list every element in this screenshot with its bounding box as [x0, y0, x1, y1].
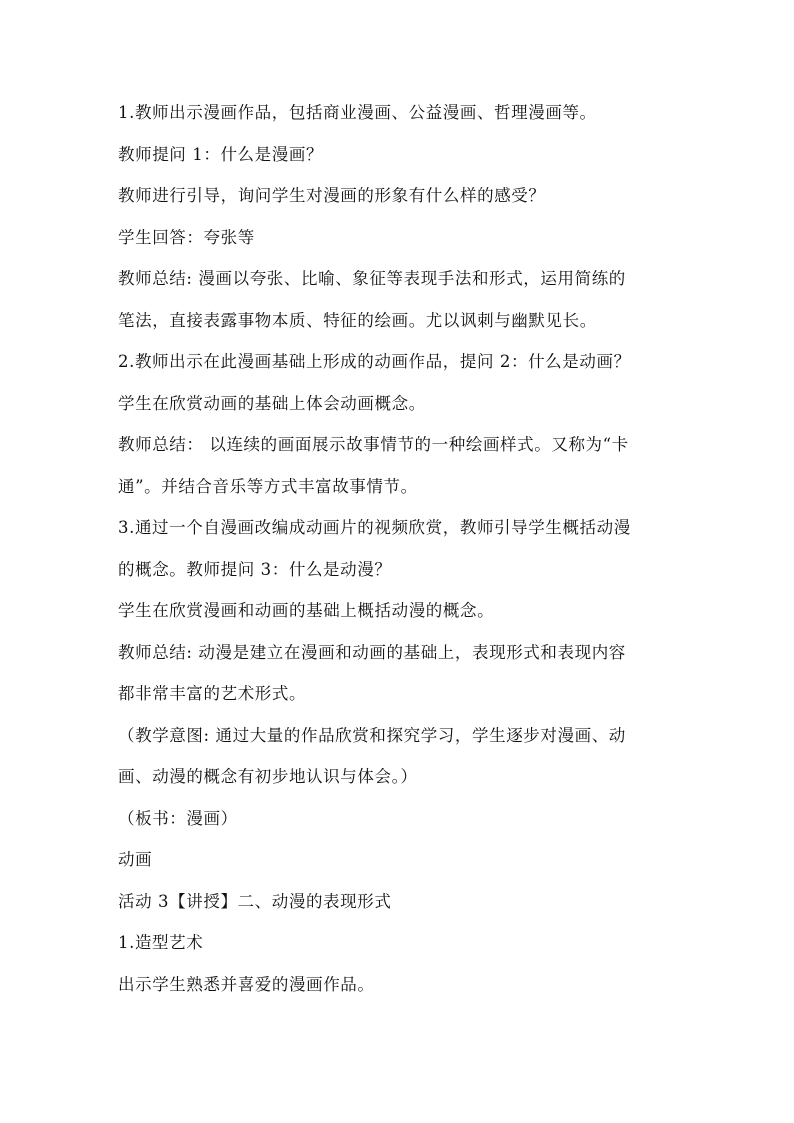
text-line: 通”。并结合音乐等方式丰富故事情节。 — [118, 476, 418, 496]
text-line: 1.造型艺术 — [118, 933, 204, 952]
text-line: （板书：漫画） — [118, 808, 238, 828]
text-line: 教师总结: 漫画以夸张、比喻、象征等表现手法和形式，运用简练的 — [118, 269, 626, 288]
text-line: 2.教师出示在此漫画基础上形成的动画作品，提问 2：什么是动画？ — [118, 352, 631, 371]
text-line: 的概念。教师提问 3：什么是动漫？ — [118, 559, 392, 579]
text-line: 教师进行引导，询问学生对漫画的形象有什么样的感受？ — [118, 186, 546, 205]
text-line: 教师总结： 以连续的画面展示故事情节的一种绘画样式。又称为“卡 — [118, 435, 629, 454]
text-line: 学生回答：夸张等 — [118, 227, 255, 247]
text-line: 教师总结: 动漫是建立在漫画和动画的基础上，表现形式和表现内容 — [118, 642, 626, 662]
text-line: （教学意图: 通过大量的作品欣赏和探究学习，学生逐步对漫画、动 — [118, 725, 626, 745]
text-line: 出示学生熟悉并喜爱的漫画作品。 — [118, 974, 375, 994]
text-line: 动画 — [118, 850, 153, 869]
text-line: 笔法，直接表露事物本质、特征的绘画。尤以讽刺与幽默见长。 — [118, 310, 597, 330]
text-line: 1.教师出示漫画作品，包括商业漫画、公益漫画、哲理漫画等。 — [118, 103, 597, 122]
text-line: 学生在欣赏动画的基础上体会动画概念。 — [118, 393, 426, 413]
text-line: 3.通过一个自漫画改编成动画片的视频欣赏，教师引导学生概括动漫 — [118, 518, 631, 537]
text-line: 画、动漫的概念有初步地认识与体会。） — [118, 767, 418, 786]
text-line: 都非常丰富的艺术形式。 — [118, 684, 307, 703]
text-line: 学生在欣赏漫画和动画的基础上概括动漫的概念。 — [118, 601, 495, 620]
text-line: 教师提问 1：什么是漫画？ — [118, 144, 324, 164]
text-line: 活动 3【讲授】二、动漫的表现形式 — [118, 891, 392, 911]
document-body — [118, 103, 688, 1016]
